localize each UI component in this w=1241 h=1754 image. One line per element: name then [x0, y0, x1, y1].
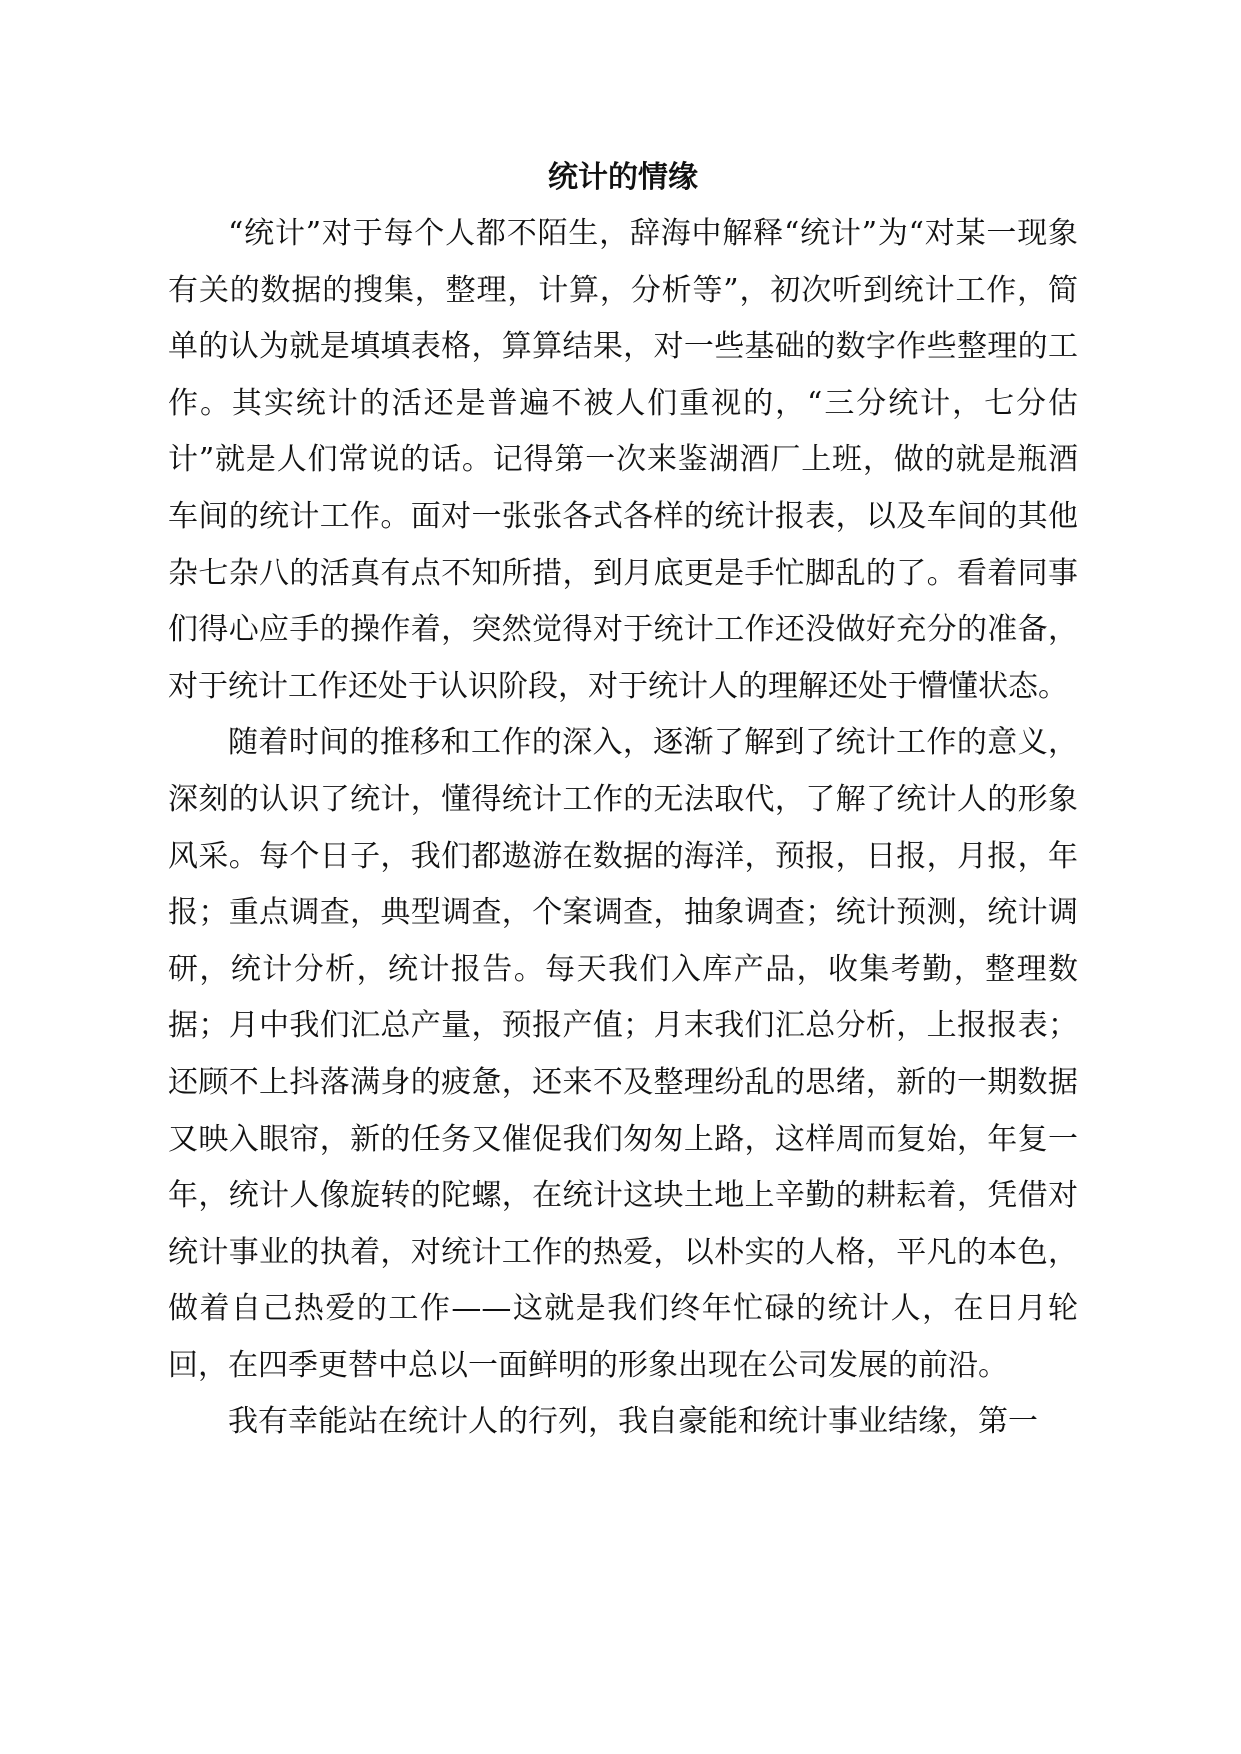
document-body	[168, 150, 1078, 1451]
paragraph-2: 随着时间的推移和工作的深入，逐渐了解到了统计工作的意义，深刻的认识了统计，懂得统计工作的无法取代，了解了统计人的形象风采。每个日子，我们都遨游在数据的海洋，预报，日报，月报，年报；重点调查，典型调查，个案调查，抽象调查；统计预测，统计调研，统计分析，统计报告。每天我们入库产品，收集考勤，整理数据；月中我们汇总产量，预报产值；月末我们汇总分析，上报报表；还顾不上抖落满身的疲惫，还来不及整理纷乱的思绪，新的一期数据又映入眼帘，新的任务又催促我们匆匆上路，这样周而复始，年复一年，统计人像旋转的陀螺，在统计这块土地上辛勤的耕耘着，凭借对统计事业的执着，对统计工作的热爱，以朴实的人格，平凡的本色，做着自己热爱的工作——这就是我们终年忙碌的统计人，在日月轮回，在四季更替中总以一面鲜明的形象出现在公司发展的前沿。	[168, 725, 1078, 1383]
paragraph-3: 我有幸能站在统计人的行列，我自豪能和统计事业结缘，第一	[228, 1404, 1038, 1440]
paragraph-1: “统计”对于每个人都不陌生，辞海中解释“统计”为“对某一现象有关的数据的搜集，整理，计算，分析等”，初次听到统计工作，简单的认为就是填填表格，算算结果，对一些基础的数字作些整理的工作。其实统计的活还是普遍不被人们重视的，“三分统计，七分估计”就是人们常说的话。记得第一次来鉴湖酒厂上班，做的就是瓶酒车间的统计工作。面对一张张各式各样的统计报表，以及车间的其他杂七杂八的活真有点不知所措，到月底更是手忙脚乱的了。看着同事们得心应手的操作着，突然觉得对于统计工作还没做好充分的准备，对于统计工作还处于认识阶段，对于统计人的理解还处于懵懂状态。	[168, 216, 1078, 704]
document-title: 统计的情缘	[548, 160, 698, 195]
